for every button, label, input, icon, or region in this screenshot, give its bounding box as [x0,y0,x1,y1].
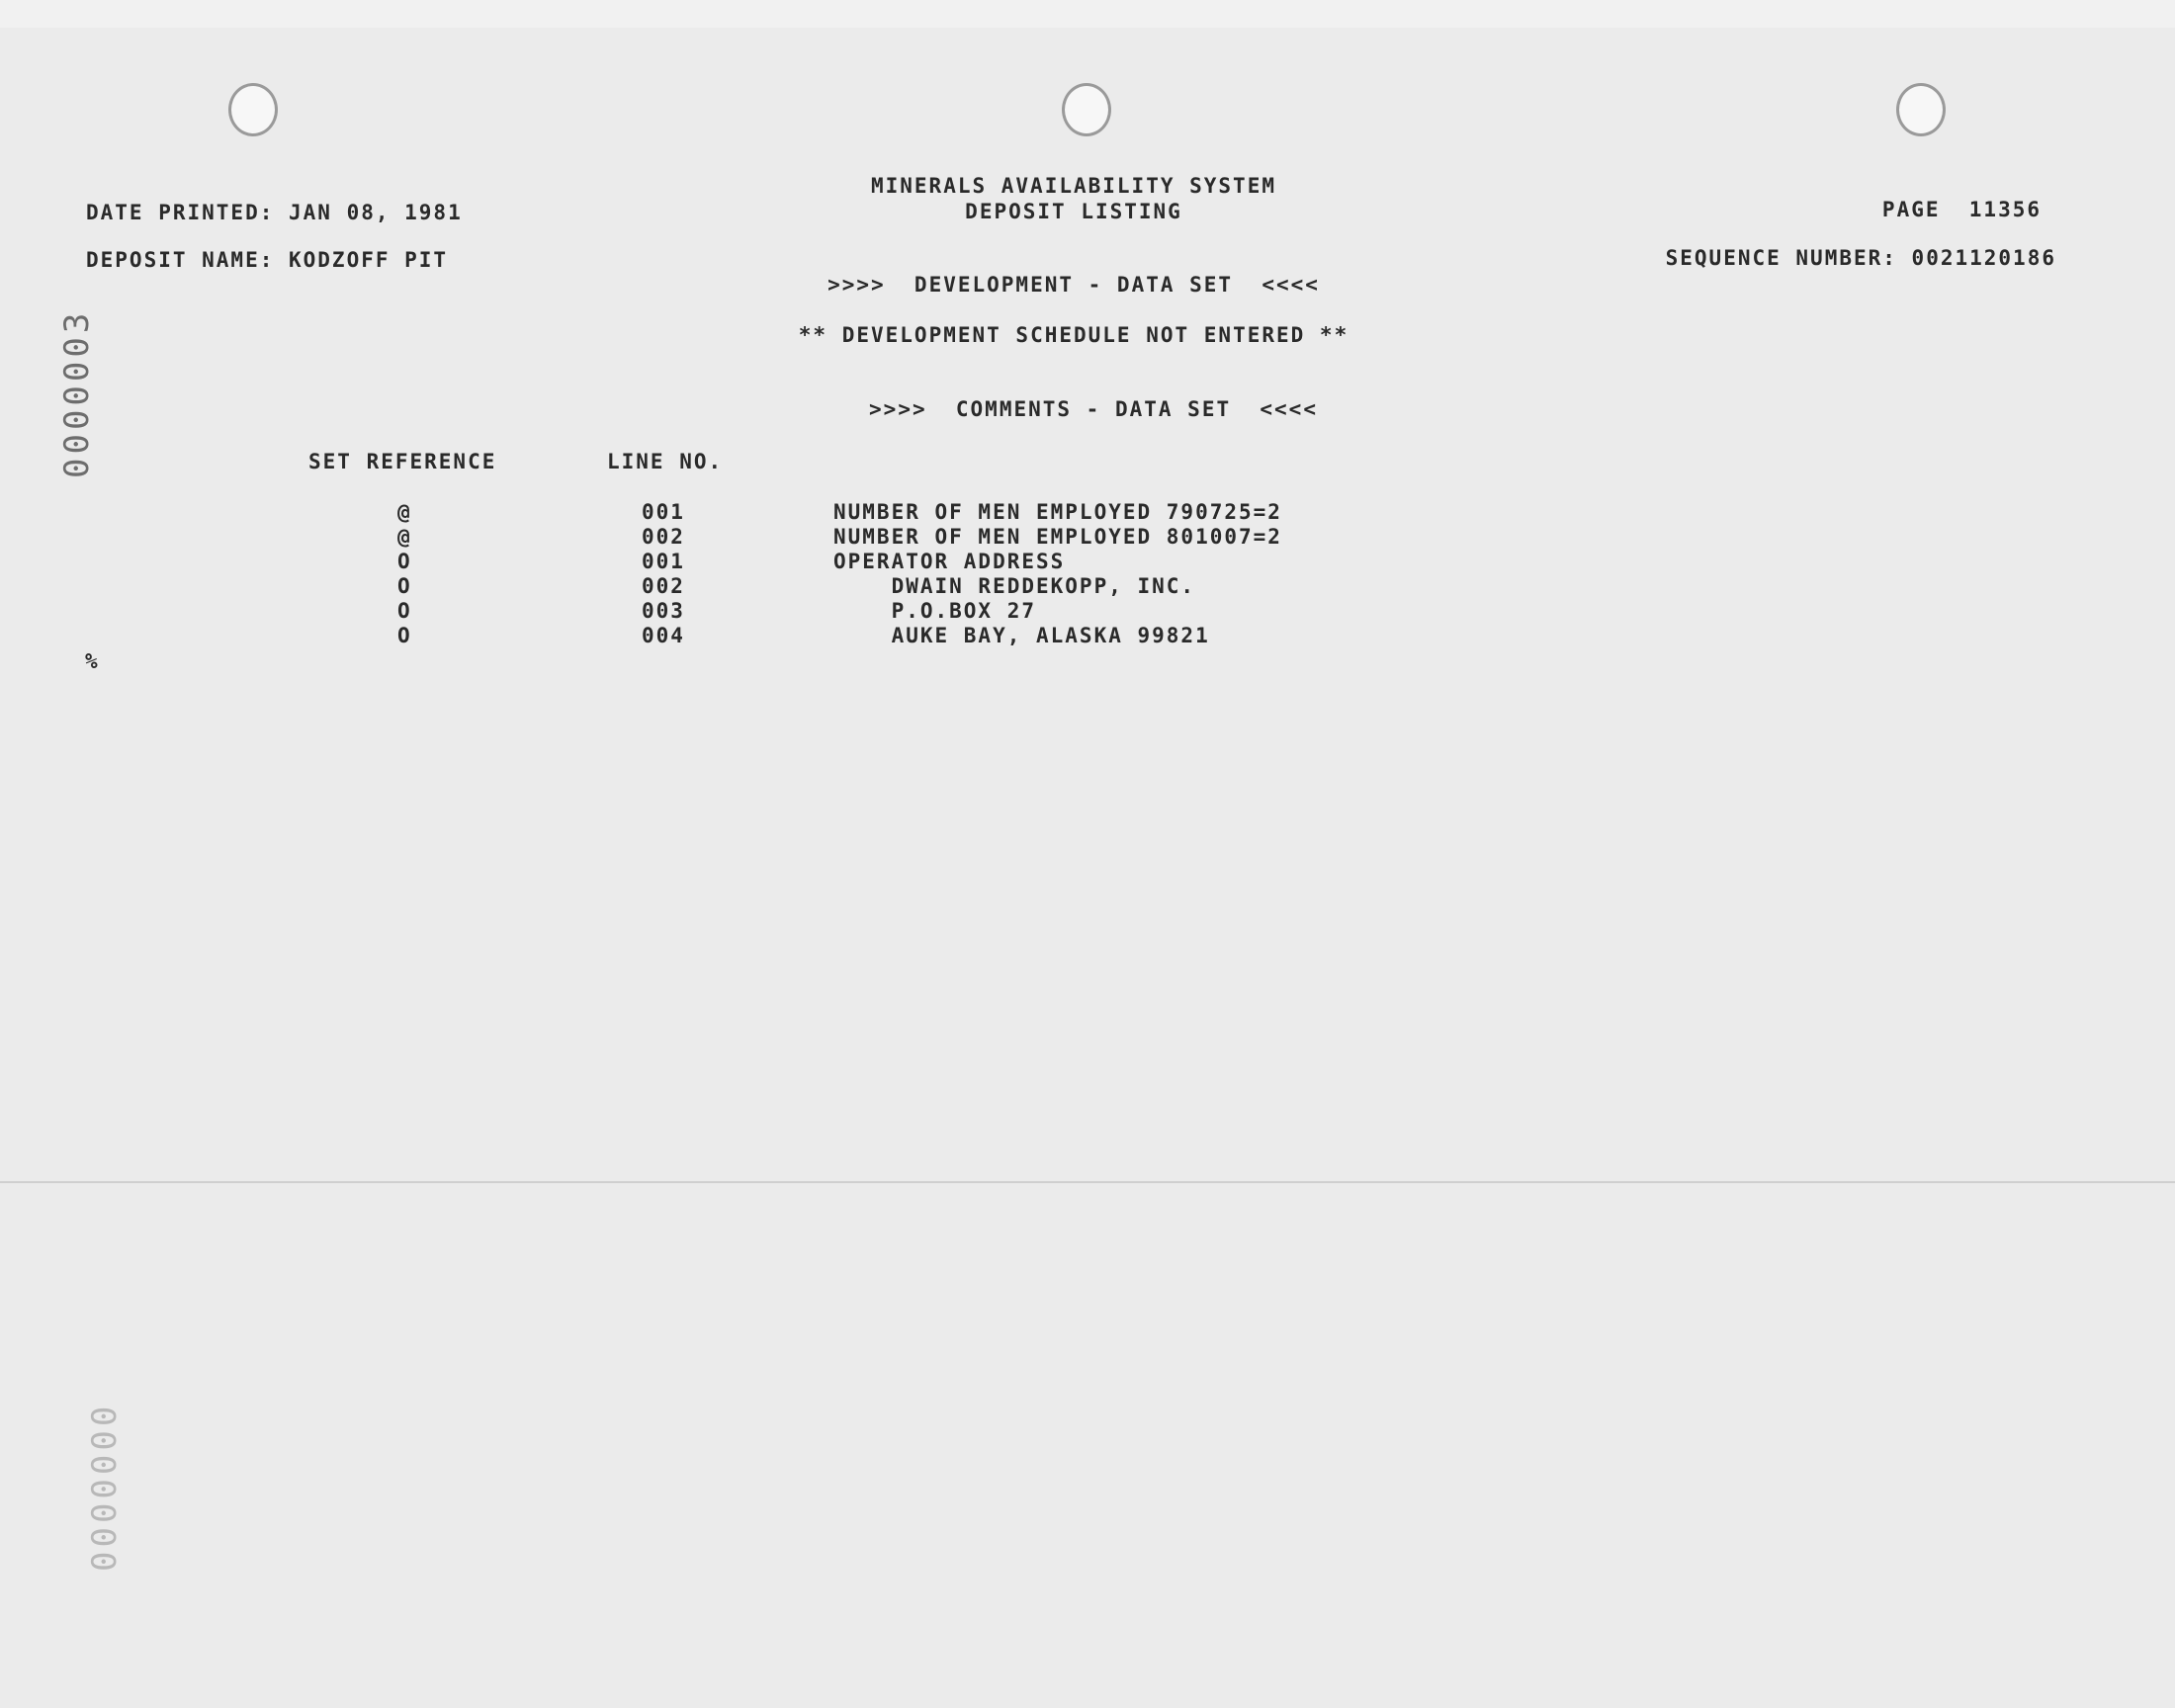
microfilm-frame-stamp-faint: 0000000 [85,1402,125,1572]
listing-title: DEPOSIT LISTING [965,200,1182,223]
set-reference-cell: @ [397,525,412,549]
comment-text-cell: NUMBER OF MEN EMPLOYED 790725=2 [833,500,1282,524]
line-number-cell: 002 [642,525,685,549]
microfilm-frame-stamp: 0000003 [57,308,97,478]
line-number-cell: 001 [642,500,685,524]
page-fold-line [0,1181,2175,1183]
date-printed: DATE PRINTED: JAN 08, 1981 [86,201,463,224]
set-reference-cell: @ [397,500,412,524]
comments-section-title: >>>> COMMENTS - DATA SET <<<< [869,397,1318,421]
comment-text-cell: AUKE BAY, ALASKA 99821 [833,624,1210,647]
punch-hole-right [1896,83,1946,136]
line-number-cell: 002 [642,574,685,598]
comment-text-cell: DWAIN REDDEKOPP, INC. [833,574,1196,598]
sequence-number: SEQUENCE NUMBER: 0021120186 [1665,246,2056,270]
punch-hole-center [1062,83,1111,136]
development-schedule-note: ** DEVELOPMENT SCHEDULE NOT ENTERED ** [798,323,1349,347]
set-reference-cell: O [397,550,412,573]
end-of-listing-mark: % [85,649,100,673]
system-title: MINERALS AVAILABILITY SYSTEM [870,174,1276,198]
comment-text-cell: P.O.BOX 27 [833,599,1037,623]
deposit-name: DEPOSIT NAME: KODZOFF PIT [86,248,449,272]
page-number: PAGE 11356 [1881,198,2042,221]
comment-text-cell: OPERATOR ADDRESS [833,550,1066,573]
set-reference-cell: O [397,574,412,598]
punch-hole-left [228,83,278,136]
line-number-cell: 003 [642,599,685,623]
line-number-cell: 001 [642,550,685,573]
line-number-cell: 004 [642,624,685,647]
column-header-set-reference: SET REFERENCE [308,450,497,473]
set-reference-cell: O [397,624,412,647]
column-header-line-no: LINE NO. [607,450,724,473]
comment-text-cell: NUMBER OF MEN EMPLOYED 801007=2 [833,525,1282,549]
development-section-title: >>>> DEVELOPMENT - DATA SET <<<< [827,273,1320,297]
set-reference-cell: O [397,599,412,623]
